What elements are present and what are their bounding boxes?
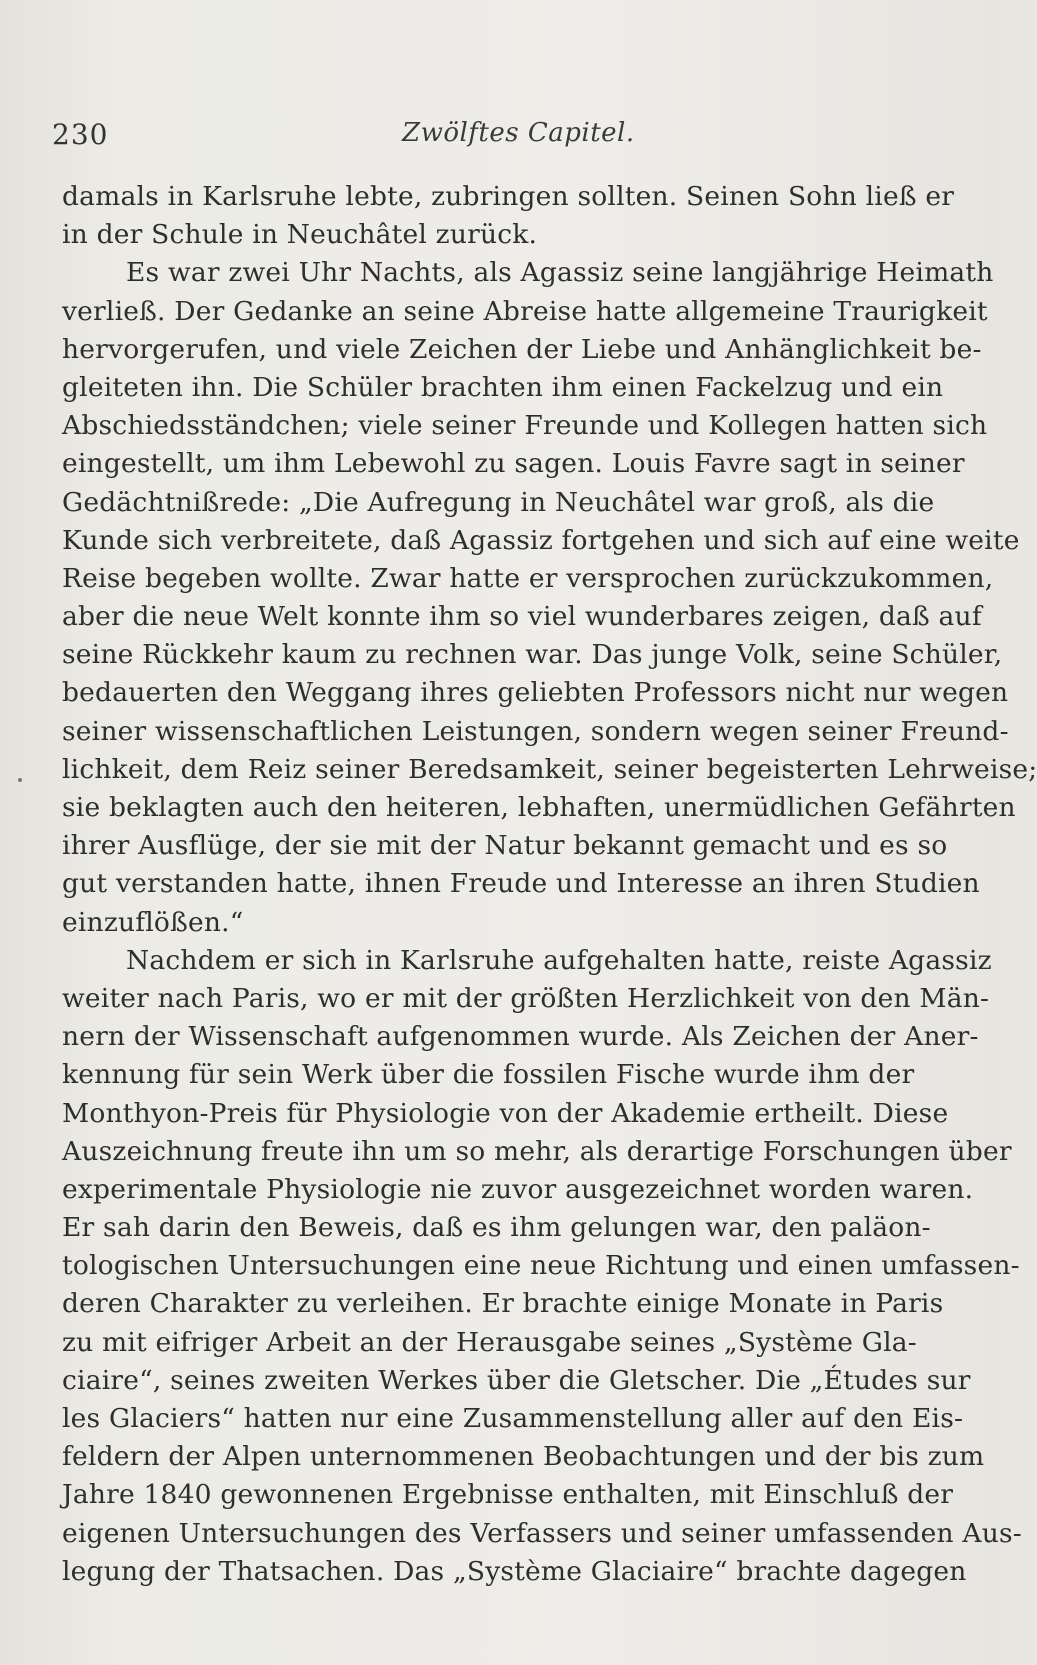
text-line: seine Rückkehr kaum zu rechnen war. Das junge Volk, seine Schüler,: [62, 639, 1003, 671]
text-line: tologischen Untersuchungen eine neue Richtung und einen umfassen-: [62, 1250, 1020, 1282]
text-line: Reise begeben wollte. Zwar hatte er versprochen zurückzukommen,: [62, 562, 994, 594]
text-line: seiner wissenschaftlichen Leistungen, sondern wegen seiner Freund-: [62, 715, 1009, 747]
text-line: sie beklagten auch den heiteren, lebhaften, unermüdlichen Gefährten: [62, 792, 1016, 823]
text-line: ihrer Ausflüge, der sie mit der Natur bekannt gemacht und es so: [62, 830, 948, 862]
text-line: Es war zwei Uhr Nachts, als Agassiz seine langjährige Heimath: [126, 257, 994, 289]
text-line: weiter nach Paris, wo er mit der größten Herzlichkeit von den Män-: [62, 982, 990, 1014]
text-line: hervorgerufen, und viele Zeichen der Liebe und Anhänglichkeit be-: [62, 333, 982, 365]
text-line: ciaire“, seines zweiten Werkes über die Gletscher. Die „Études sur: [62, 1364, 971, 1396]
text-line: legung der Thatsachen. Das „Système Glaciaire“ brachte dagegen: [62, 1555, 967, 1587]
text-line: Gedächtnißrede: „Die Aufregung in Neuchâtel war groß, als die: [62, 486, 935, 518]
text-line: in der Schule in Neuchâtel zurück.: [62, 219, 538, 251]
text-line: lichkeit, dem Reiz seiner Beredsamkeit, seiner begeisterten Lehrweise;: [62, 753, 1037, 785]
text-line: eingestellt, um ihm Lebewohl zu sagen. Louis Favre sagt in seiner: [62, 448, 965, 480]
text-line: deren Charakter zu verleihen. Er brachte einige Monate in Paris: [62, 1288, 944, 1320]
text-line: Monthyon-Preis für Physiologie von der Akademie ertheilt. Diese: [62, 1097, 949, 1129]
text-line: Kunde sich verbreitete, daß Agassiz fortgehen und sich auf eine weite: [62, 524, 1020, 556]
text-line: gleiteten ihn. Die Schüler brachten ihm einen Fackelzug und ein: [62, 371, 944, 403]
text-line: einzuflößen.“: [62, 906, 244, 938]
text-line: feldern der Alpen unternommenen Beobachtungen und der bis zum: [62, 1441, 985, 1473]
body-text: [62, 178, 1037, 1591]
text-line: damals in Karlsruhe lebte, zubringen sollten. Seinen Sohn ließ er: [62, 181, 955, 212]
running-head: Zwölftes Capitel.: [402, 118, 635, 148]
text-line: les Glaciers“ hatten nur eine Zusammenstellung aller auf den Eis-: [62, 1403, 964, 1434]
paper-speck: [18, 778, 22, 782]
text-line: Nachdem er sich in Karlsruhe aufgehalten hatte, reiste Agassiz: [126, 944, 992, 976]
page-number: 230: [52, 118, 109, 151]
text-line: bedauerten den Weggang ihres geliebten Professors nicht nur wegen: [62, 677, 1009, 709]
text-line: eigenen Untersuchungen des Verfassers und seiner umfassenden Aus-: [62, 1517, 1022, 1549]
text-line: Auszeichnung freute ihn um so mehr, als derartige Forschungen über: [62, 1135, 1012, 1167]
text-line: Er sah darin den Beweis, daß es ihm gelungen war, den paläon-: [62, 1212, 931, 1244]
text-line: verließ. Der Gedanke an seine Abreise hatte allgemeine Traurigkeit: [62, 295, 988, 327]
text-line: zu mit eifriger Arbeit an der Herausgabe seines „Système Gla-: [62, 1326, 917, 1358]
page-header: [52, 118, 912, 158]
text-line: experimentale Physiologie nie zuvor ausgezeichnet worden waren.: [62, 1173, 974, 1205]
text-line: nern der Wissenschaft aufgenommen wurde. Als Zeichen der Aner-: [62, 1021, 979, 1053]
text-line: gut verstanden hatte, ihnen Freude und Interesse an ihren Studien: [62, 868, 980, 900]
text-line: Jahre 1840 gewonnenen Ergebnisse enthalten, mit Einschluß der: [62, 1479, 954, 1511]
text-line: aber die neue Welt konnte ihm so viel wunderbares zeigen, daß auf: [62, 601, 982, 633]
text-line: Abschiedsständchen; viele seiner Freunde und Kollegen hatten sich: [62, 410, 988, 442]
text-line: kennung für sein Werk über die fossilen Fische wurde ihm der: [62, 1059, 915, 1091]
